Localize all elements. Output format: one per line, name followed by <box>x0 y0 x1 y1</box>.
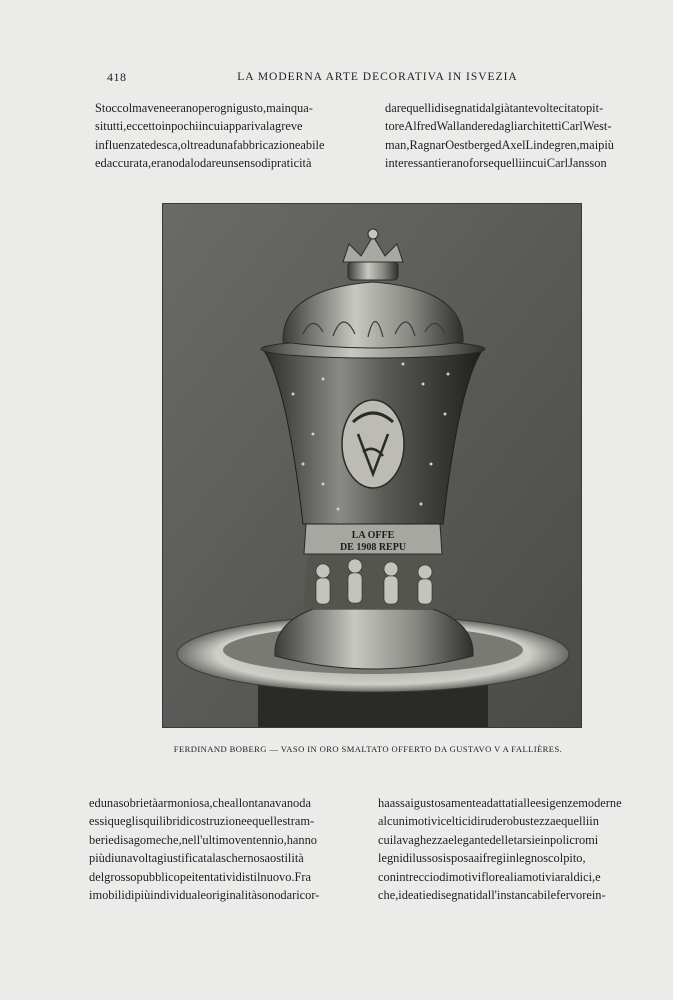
text-line: essiqueglisquilibridicostruzioneequellestram- <box>89 814 315 829</box>
text-line: edunasobrietàarmoniosa,cheallontanavanoda <box>89 796 311 810</box>
text-line: interessantieranoforsequelliincuiCarlJansson <box>385 156 607 171</box>
vase-illustration <box>163 204 581 727</box>
ribbon-inscription-top: LA OFFE <box>351 530 395 541</box>
text-line: delgrossopubblicopeitentatividistilnuovo.Fra <box>89 869 312 884</box>
figure-photograph <box>162 203 582 728</box>
text-line: legnidilussosisposaaifregiinlegnoscolpito, <box>378 851 586 866</box>
text-line: conintrecciodimotiviflorealiamotiviaraldici,e <box>378 869 601 884</box>
text-line: alcunimotivicelticidiruderobustezzaequelliin <box>378 814 599 829</box>
text-line: imobilidipiùindividualeoriginalitàsonodaricor- <box>89 888 320 903</box>
text-line: man,RagnarOestbergedAxelLindegren,maipiù <box>385 137 614 152</box>
text-column-top-right <box>385 99 657 173</box>
text-line: situtti,eccettoinpochiincuiapparivalagreve <box>95 119 303 134</box>
text-line: che,ideatiedisegnatidall'instancabilefervorein- <box>378 888 606 903</box>
text-column-bottom-left <box>89 794 362 904</box>
text-line: Stoccolmaveneeranoperognigusto,mainqua- <box>95 101 313 115</box>
text-line: haassaigustosamenteadattatialleesigenzemoderne <box>378 796 622 810</box>
text-line: cuilavaghezzaelegantedelletarsieinpolicromi <box>378 832 599 847</box>
text-line: beriedisagomeche,nell'ultimoventennio,hanno <box>89 832 317 847</box>
text-line: darequellidisegnatidalgiàtantevoltecitatopit- <box>385 101 604 115</box>
text-line: influenzatedesca,oltreadunafabbricazioneabile <box>95 137 325 152</box>
ribbon-inscription-bottom: DE 1908 REPU <box>339 542 407 553</box>
text-column-top-left <box>95 99 369 173</box>
text-column-bottom-right <box>378 794 654 904</box>
text-line: toreAlfredWallanderedagliarchitettiCarlWest- <box>385 119 612 134</box>
text-line: edaccurata,eranodalodareunsensodipraticità <box>95 156 312 171</box>
running-title: LA MODERNA ARTE DECORATIVA IN ISVEZIA <box>237 71 518 83</box>
page-number: 418 <box>107 70 127 84</box>
figure-caption: FERDINAND BOBERG — VASO IN ORO SMALTATO OFFERTO DA GUSTAVO V A FALLIÈRES. <box>173 744 563 754</box>
text-line: piùdiunavoltagiustificatalaschernosaostilità <box>89 851 304 866</box>
